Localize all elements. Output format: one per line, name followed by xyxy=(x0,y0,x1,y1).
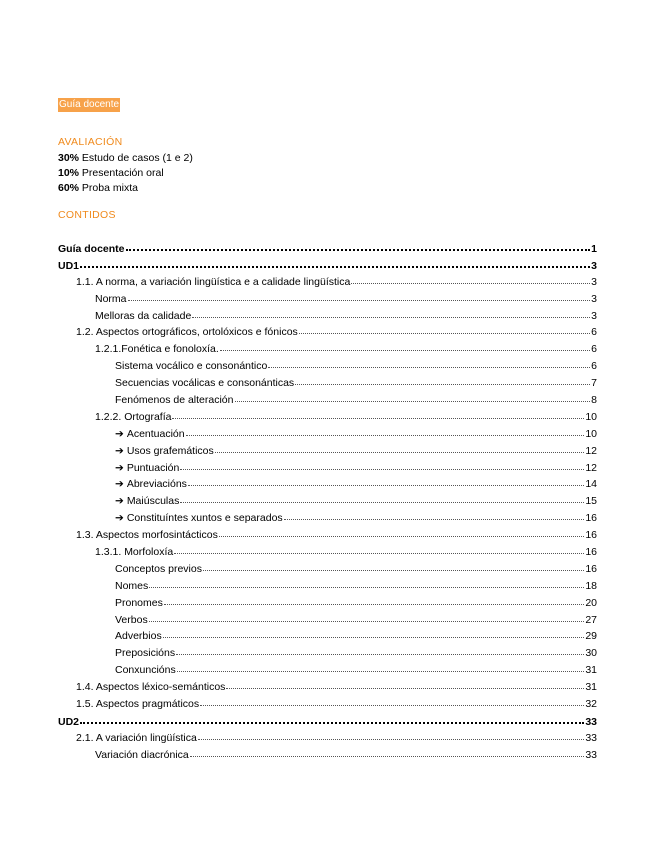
toc-entry[interactable] xyxy=(58,376,597,393)
toc-leader-dots xyxy=(192,308,590,318)
toc-leader-dots xyxy=(172,409,584,419)
toc-entry-label: ➔ Constituíntes xuntos e separados xyxy=(115,512,283,525)
toc-page-number: 16 xyxy=(585,562,597,575)
toc-entry-label: Adverbios xyxy=(115,630,162,643)
toc-page-number: 31 xyxy=(585,664,597,677)
toc-entry-label: ➔ Usos grafemáticos xyxy=(115,444,214,457)
toc-page-number: 29 xyxy=(585,630,597,643)
toc-page-number: 18 xyxy=(585,579,597,592)
avaliacion-line: 30% Estudo de casos (1 e 2) xyxy=(58,152,193,164)
toc-entry[interactable] xyxy=(58,748,597,765)
toc-entry-label: Guía docente xyxy=(58,243,125,255)
toc-entry[interactable] xyxy=(58,359,597,376)
toc-entry-label: ➔ Maiúsculas xyxy=(115,495,180,508)
arrow-right-icon: ➔ xyxy=(115,427,124,440)
toc-page-number: 33 xyxy=(585,715,597,728)
toc-page-number: 14 xyxy=(585,478,597,491)
toc-leader-dots xyxy=(180,493,584,503)
avaliacion-line: 10% Presentación oral xyxy=(58,167,164,179)
toc-leader-dots xyxy=(284,510,585,520)
toc-leader-dots xyxy=(219,527,584,537)
toc-entry-label: UD1 xyxy=(58,259,80,272)
arrow-right-icon: ➔ xyxy=(115,461,124,474)
toc-leader-dots xyxy=(351,274,590,284)
toc-page-number: 33 xyxy=(585,731,597,744)
toc-entry[interactable] xyxy=(58,477,597,494)
toc-leader-dots xyxy=(80,713,584,724)
toc-leader-dots xyxy=(220,341,590,351)
toc-leader-dots xyxy=(80,257,590,268)
arrow-right-icon: ➔ xyxy=(115,512,124,525)
toc-leader-dots xyxy=(299,324,590,334)
toc-entry-label: Melloras da calidade xyxy=(95,309,192,322)
toc-entry[interactable] xyxy=(58,494,597,511)
toc-entry[interactable] xyxy=(58,697,597,714)
toc-page-number: 32 xyxy=(585,698,597,711)
toc-entry[interactable] xyxy=(58,579,597,596)
table-of-contents xyxy=(58,241,597,765)
toc-leader-dots xyxy=(128,291,591,301)
toc-entry[interactable] xyxy=(58,646,597,663)
toc-page-number: 27 xyxy=(585,613,597,626)
contidos-title: CONTIDOS xyxy=(58,209,116,221)
toc-leader-dots xyxy=(295,375,590,385)
avaliacion-line: 60% Proba mixta xyxy=(58,182,138,194)
toc-leader-dots xyxy=(174,544,584,554)
toc-page-number: 3 xyxy=(591,309,597,322)
toc-entry-label: 1.4. Aspectos léxico-semánticos xyxy=(76,681,226,694)
toc-entry-label: ➔ Acentuación xyxy=(115,427,185,440)
toc-page-number: 16 xyxy=(585,512,597,525)
toc-page-number: 16 xyxy=(585,529,597,542)
toc-entry[interactable] xyxy=(58,342,597,359)
toc-entry[interactable] xyxy=(58,275,597,292)
toc-leader-dots xyxy=(268,358,590,368)
toc-entry[interactable] xyxy=(58,680,597,697)
guia-docente-heading: Guía docente xyxy=(59,99,120,110)
toc-entry-label: Preposicións xyxy=(115,647,176,660)
toc-entry[interactable] xyxy=(58,511,597,528)
toc-page-number: 3 xyxy=(591,292,597,305)
toc-entry-label: Verbos xyxy=(115,613,148,626)
toc-leader-dots xyxy=(203,561,584,571)
toc-entry[interactable] xyxy=(58,461,597,478)
toc-entry[interactable] xyxy=(58,629,597,646)
avaliacion-list xyxy=(58,151,193,196)
toc-leader-dots xyxy=(177,662,585,672)
toc-page-number: 1 xyxy=(591,243,597,255)
toc-entry[interactable] xyxy=(58,714,597,731)
toc-leader-dots xyxy=(235,392,591,402)
toc-entry[interactable] xyxy=(58,325,597,342)
arrow-right-icon: ➔ xyxy=(115,478,124,491)
toc-entry[interactable] xyxy=(58,528,597,545)
toc-page-number: 16 xyxy=(585,546,597,559)
toc-entry[interactable] xyxy=(58,410,597,427)
toc-entry-label: Sistema vocálico e consonántico xyxy=(115,360,268,373)
toc-entry-label: Secuencias vocálicas e consonánticas xyxy=(115,377,295,390)
toc-leader-dots xyxy=(215,443,585,453)
toc-entry-label: 1.5. Aspectos pragmáticos xyxy=(76,698,200,711)
toc-leader-dots xyxy=(149,612,585,622)
toc-entry-label: Conceptos previos xyxy=(115,562,202,575)
avaliacion-title: AVALIACIÓN xyxy=(58,136,123,148)
toc-leader-dots xyxy=(200,696,584,706)
toc-leader-dots xyxy=(198,730,584,740)
toc-page-number: 6 xyxy=(591,360,597,373)
toc-entry-label: ➔ Abreviacións xyxy=(115,478,187,491)
toc-entry[interactable] xyxy=(58,545,597,562)
toc-page-number: 12 xyxy=(585,444,597,457)
toc-page-number: 10 xyxy=(585,410,597,423)
toc-page-number: 31 xyxy=(585,681,597,694)
toc-page-number: 30 xyxy=(585,647,597,660)
toc-entry[interactable] xyxy=(58,393,597,410)
toc-entry-label: 1.3. Aspectos morfosintácticos xyxy=(76,529,218,542)
toc-page-number: 7 xyxy=(591,377,597,390)
toc-entry[interactable] xyxy=(58,731,597,748)
toc-entry-label: 1.1. A norma, a variación lingüística e a calidade lingüística xyxy=(76,275,351,288)
toc-entry-label: 1.2.1.Fonética e fonoloxía. xyxy=(95,343,219,356)
toc-leader-dots xyxy=(226,679,584,689)
toc-leader-dots xyxy=(164,595,584,605)
toc-page-number: 6 xyxy=(591,343,597,356)
toc-page-number: 20 xyxy=(585,596,597,609)
toc-leader-dots xyxy=(188,476,584,486)
toc-leader-dots xyxy=(190,747,585,757)
toc-entry-label: Variación diacrónica xyxy=(95,748,189,761)
toc-entry-label: Pronomes xyxy=(115,596,163,609)
toc-entry[interactable] xyxy=(58,613,597,630)
toc-entry[interactable] xyxy=(58,258,597,275)
toc-page-number: 12 xyxy=(585,461,597,474)
toc-page-number: 8 xyxy=(591,394,597,407)
toc-page-number: 3 xyxy=(591,259,597,272)
toc-entry[interactable] xyxy=(58,309,597,326)
toc-entry-label: Conxuncións xyxy=(115,664,176,677)
toc-leader-dots xyxy=(180,460,584,470)
toc-page-number: 6 xyxy=(591,326,597,339)
toc-page-number: 3 xyxy=(591,275,597,288)
toc-leader-dots xyxy=(163,628,585,638)
toc-entry-label: ➔ Puntuación xyxy=(115,461,180,474)
toc-page-number: 15 xyxy=(585,495,597,508)
toc-entry-label: UD2 xyxy=(58,715,80,728)
toc-entry[interactable] xyxy=(58,596,597,613)
toc-leader-dots xyxy=(176,645,584,655)
toc-entry[interactable] xyxy=(58,292,597,309)
toc-entry[interactable] xyxy=(58,562,597,579)
toc-leader-dots xyxy=(186,426,585,436)
toc-entry-label: Norma xyxy=(95,292,127,305)
toc-entry[interactable] xyxy=(58,427,597,444)
toc-entry[interactable] xyxy=(58,241,597,258)
toc-leader-dots xyxy=(149,578,584,588)
toc-leader-dots xyxy=(126,240,591,251)
toc-entry-label: 2.1. A variación lingüística xyxy=(76,731,197,744)
toc-entry-label: 1.2.2. Ortografía xyxy=(95,410,172,423)
arrow-right-icon: ➔ xyxy=(115,444,124,457)
toc-entry[interactable] xyxy=(58,663,597,680)
toc-page-number: 33 xyxy=(585,748,597,761)
arrow-right-icon: ➔ xyxy=(115,495,124,508)
toc-entry-label: Nomes xyxy=(115,579,149,592)
toc-entry-label: Fenómenos de alteración xyxy=(115,394,234,407)
toc-entry[interactable] xyxy=(58,444,597,461)
toc-page-number: 10 xyxy=(585,427,597,440)
toc-entry-label: 1.2. Aspectos ortográficos, ortolóxicos e fónicos xyxy=(76,326,298,339)
toc-entry-label: 1.3.1. Morfoloxía xyxy=(95,546,174,559)
